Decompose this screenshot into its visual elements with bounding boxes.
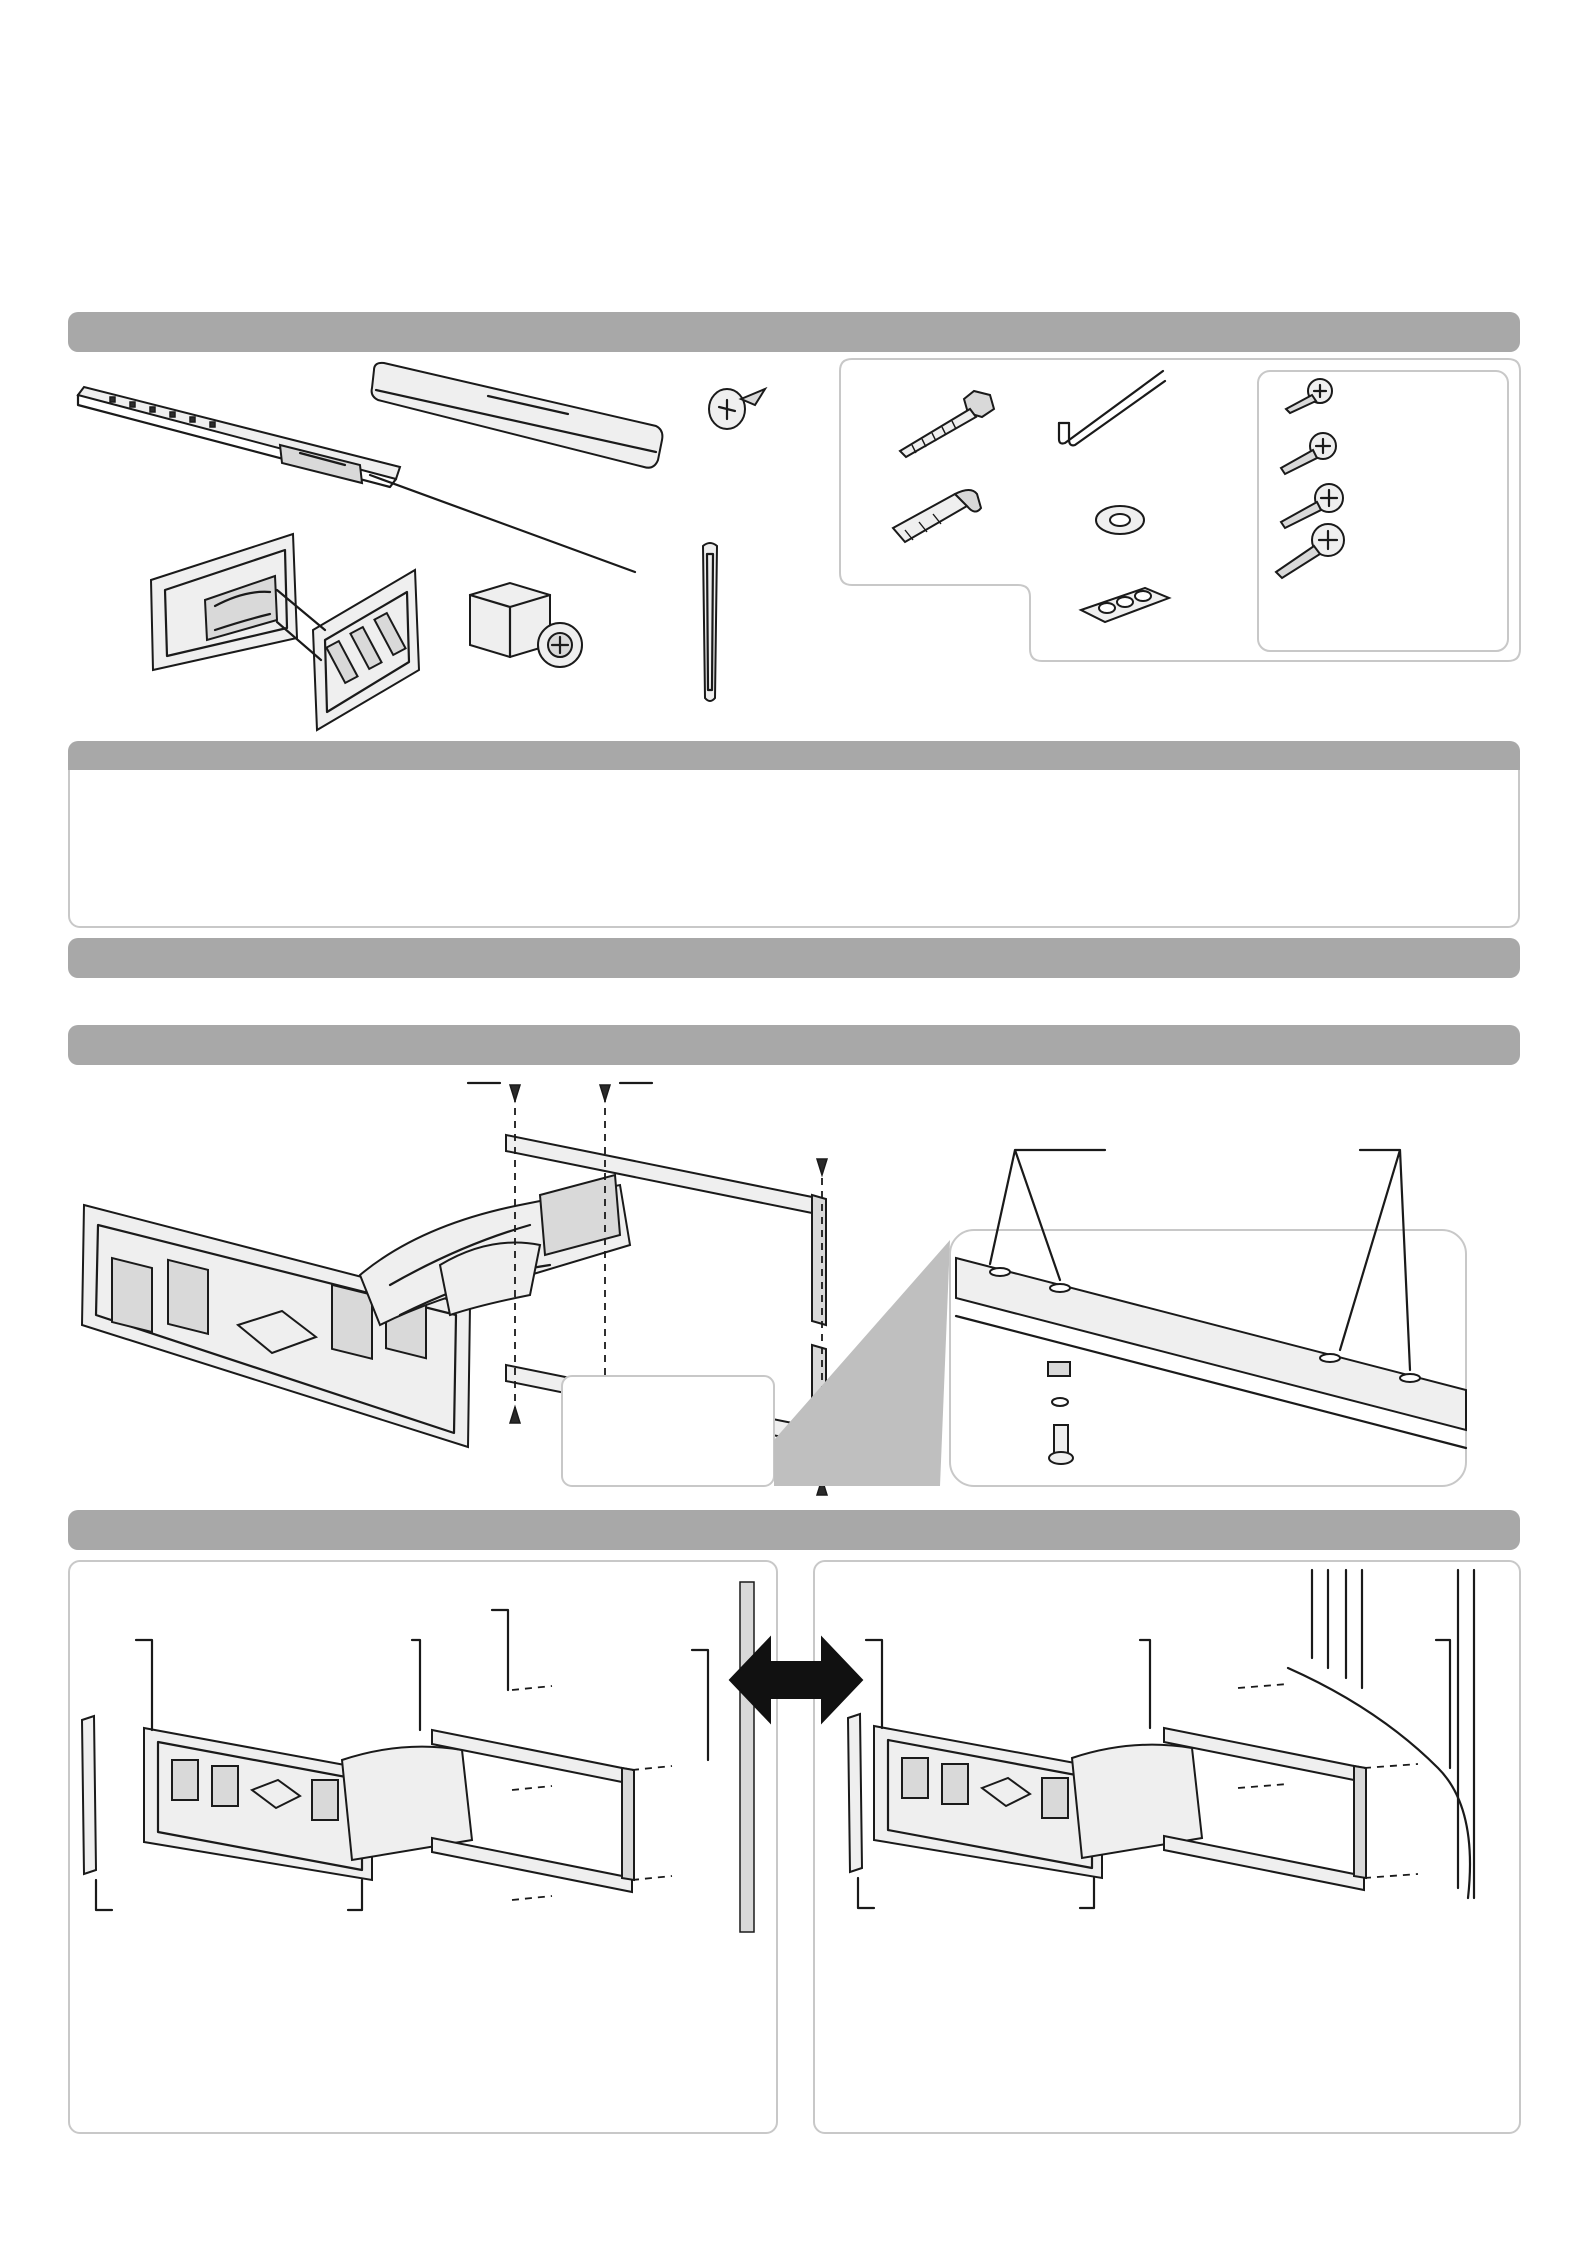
wall-anchor-icon (885, 480, 995, 555)
allen-key-icon (1055, 365, 1170, 450)
concrete-wall-install-icon (72, 1580, 772, 1950)
section-bar-parts (68, 312, 1520, 352)
rail-detail-icon (560, 1140, 1480, 1490)
spacer-plate-icon (1075, 580, 1175, 630)
wood-screw-icon (705, 375, 775, 435)
lag-bolt-icon (890, 385, 1000, 460)
section-bar-step-2 (68, 1025, 1520, 1065)
m4-screw-icon (1280, 375, 1340, 415)
spacer-bar-icon (695, 540, 725, 705)
m5-screw-icon (1275, 430, 1345, 475)
section-bar-step-3 (68, 1510, 1520, 1550)
swing-arm-bracket-icon (145, 530, 425, 730)
section-bar-step-1 (68, 938, 1520, 978)
m8-screw-icon (1270, 520, 1350, 580)
cable-clip-icon (460, 575, 595, 675)
cover-bar-icon (368, 360, 668, 475)
wood-stud-install-icon (818, 1568, 1516, 1948)
notice-panel (68, 770, 1520, 928)
washer-icon (1090, 500, 1150, 540)
